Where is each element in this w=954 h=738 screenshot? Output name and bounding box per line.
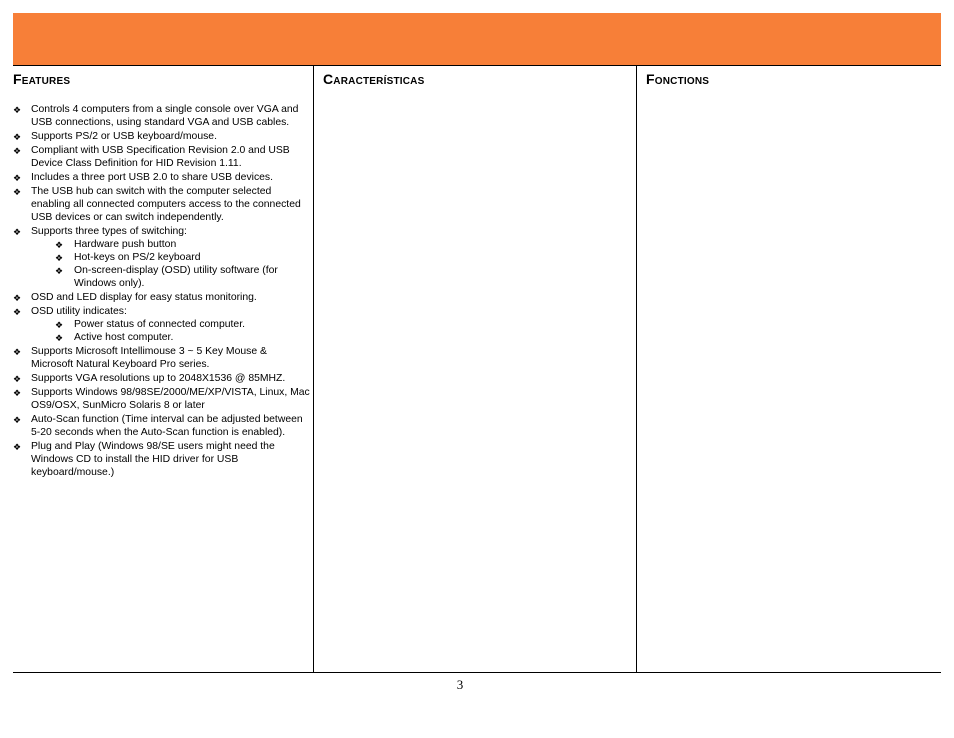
- caracteristicas-heading: Características: [323, 71, 425, 87]
- feature-text: OSD and LED display for easy status monitoring.: [31, 291, 257, 303]
- feature-item: [13, 306, 311, 345]
- diamond-bullet-icon: ❖: [13, 387, 22, 398]
- feature-text: Plug and Play (Windows 98/SE users might need the Windows CD to install the HID driver for USB keyboard/mouse.): [31, 440, 275, 478]
- feature-subitem-text: Hot-keys on PS/2 keyboard: [74, 251, 201, 263]
- feature-item: [13, 172, 311, 185]
- diamond-bullet-icon: ❖: [55, 265, 64, 276]
- feature-text: Supports VGA resolutions up to 2048X1536 @ 85MHZ.: [31, 372, 286, 384]
- features-column-spanish: [323, 66, 629, 87]
- header-band: [13, 13, 941, 66]
- feature-item: [13, 387, 311, 413]
- feature-text: The USB hub can switch with the computer selected enabling all connected computers access to the connected USB devices or can switch independently.: [31, 186, 301, 223]
- diamond-bullet-icon: ❖: [13, 227, 22, 238]
- feature-text: OSD utility indicates:: [31, 305, 127, 317]
- feature-subitem: [31, 319, 311, 332]
- feature-item: [13, 186, 311, 225]
- feature-text: Controls 4 computers from a single console over VGA and USB connections, using standard VGA and USB cables.: [31, 104, 299, 128]
- diamond-bullet-icon: ❖: [13, 173, 22, 184]
- diamond-bullet-icon: ❖: [55, 240, 64, 250]
- diamond-bullet-icon: ❖: [55, 319, 64, 330]
- diamond-bullet-icon: ❖: [13, 105, 22, 115]
- feature-text: Compliant with USB Specification Revision 2.0 and USB Device Class Definition for HID Revision 1.11.: [31, 145, 290, 169]
- feature-subitem-text: On-screen-display (OSD) utility software (for Windows only).: [74, 264, 278, 289]
- diamond-bullet-icon: ❖: [13, 346, 22, 357]
- diamond-bullet-icon: ❖: [13, 132, 22, 142]
- footer-rule: [13, 672, 941, 673]
- feature-list: [13, 104, 311, 480]
- feature-text: Includes a three port USB 2.0 to share USB devices.: [31, 172, 273, 184]
- feature-item: [13, 292, 311, 305]
- feature-item: [13, 414, 311, 440]
- diamond-bullet-icon: ❖: [13, 187, 22, 198]
- column-divider: [636, 66, 637, 672]
- fonctions-heading: Fonctions: [646, 71, 710, 87]
- diamond-bullet-icon: ❖: [13, 146, 22, 157]
- feature-text: Supports three types of switching:: [31, 226, 187, 238]
- diamond-bullet-icon: ❖: [13, 373, 22, 384]
- feature-item: [13, 226, 311, 291]
- feature-text: Supports PS/2 or USB keyboard/mouse.: [31, 131, 217, 142]
- page-number: 3: [456, 677, 464, 692]
- feature-subitem-text: Hardware push button: [74, 239, 177, 250]
- feature-subitem: [31, 265, 311, 291]
- feature-item: [13, 373, 311, 386]
- column-divider: [313, 66, 314, 672]
- diamond-bullet-icon: ❖: [13, 306, 22, 317]
- feature-text: Auto-Scan function (Time interval can be adjusted between 5-20 seconds when the Auto-Scan function is enabled).: [31, 413, 303, 438]
- feature-subitem: [31, 239, 311, 252]
- feature-text: Supports Windows 98/98SE/2000/ME/XP/VISTA, Linux, Mac OS9/OSX, SunMicro Solaris 8 or later: [31, 386, 310, 411]
- feature-sublist: [31, 319, 311, 345]
- feature-item: [13, 131, 311, 144]
- diamond-bullet-icon: ❖: [55, 332, 64, 343]
- feature-subitem: [31, 332, 311, 345]
- feature-text: Supports Microsoft Intellimouse 3 ~ 5 Key Mouse & Microsoft Natural Keyboard Pro series.: [31, 345, 267, 370]
- feature-subitem-text: Power status of connected computer.: [74, 318, 245, 330]
- feature-subitem-text: Active host computer.: [74, 331, 174, 343]
- feature-item: [13, 145, 311, 171]
- feature-item: [13, 441, 311, 480]
- feature-item: [13, 346, 311, 372]
- features-heading: Features: [13, 71, 71, 87]
- features-column-english: [13, 66, 311, 481]
- diamond-bullet-icon: ❖: [13, 292, 22, 303]
- diamond-bullet-icon: ❖: [13, 441, 22, 452]
- feature-subitem: [31, 252, 311, 265]
- feature-sublist: [31, 239, 311, 291]
- diamond-bullet-icon: ❖: [13, 414, 22, 425]
- features-column-french: [646, 66, 936, 87]
- diamond-bullet-icon: ❖: [55, 252, 64, 263]
- feature-item: [13, 104, 311, 130]
